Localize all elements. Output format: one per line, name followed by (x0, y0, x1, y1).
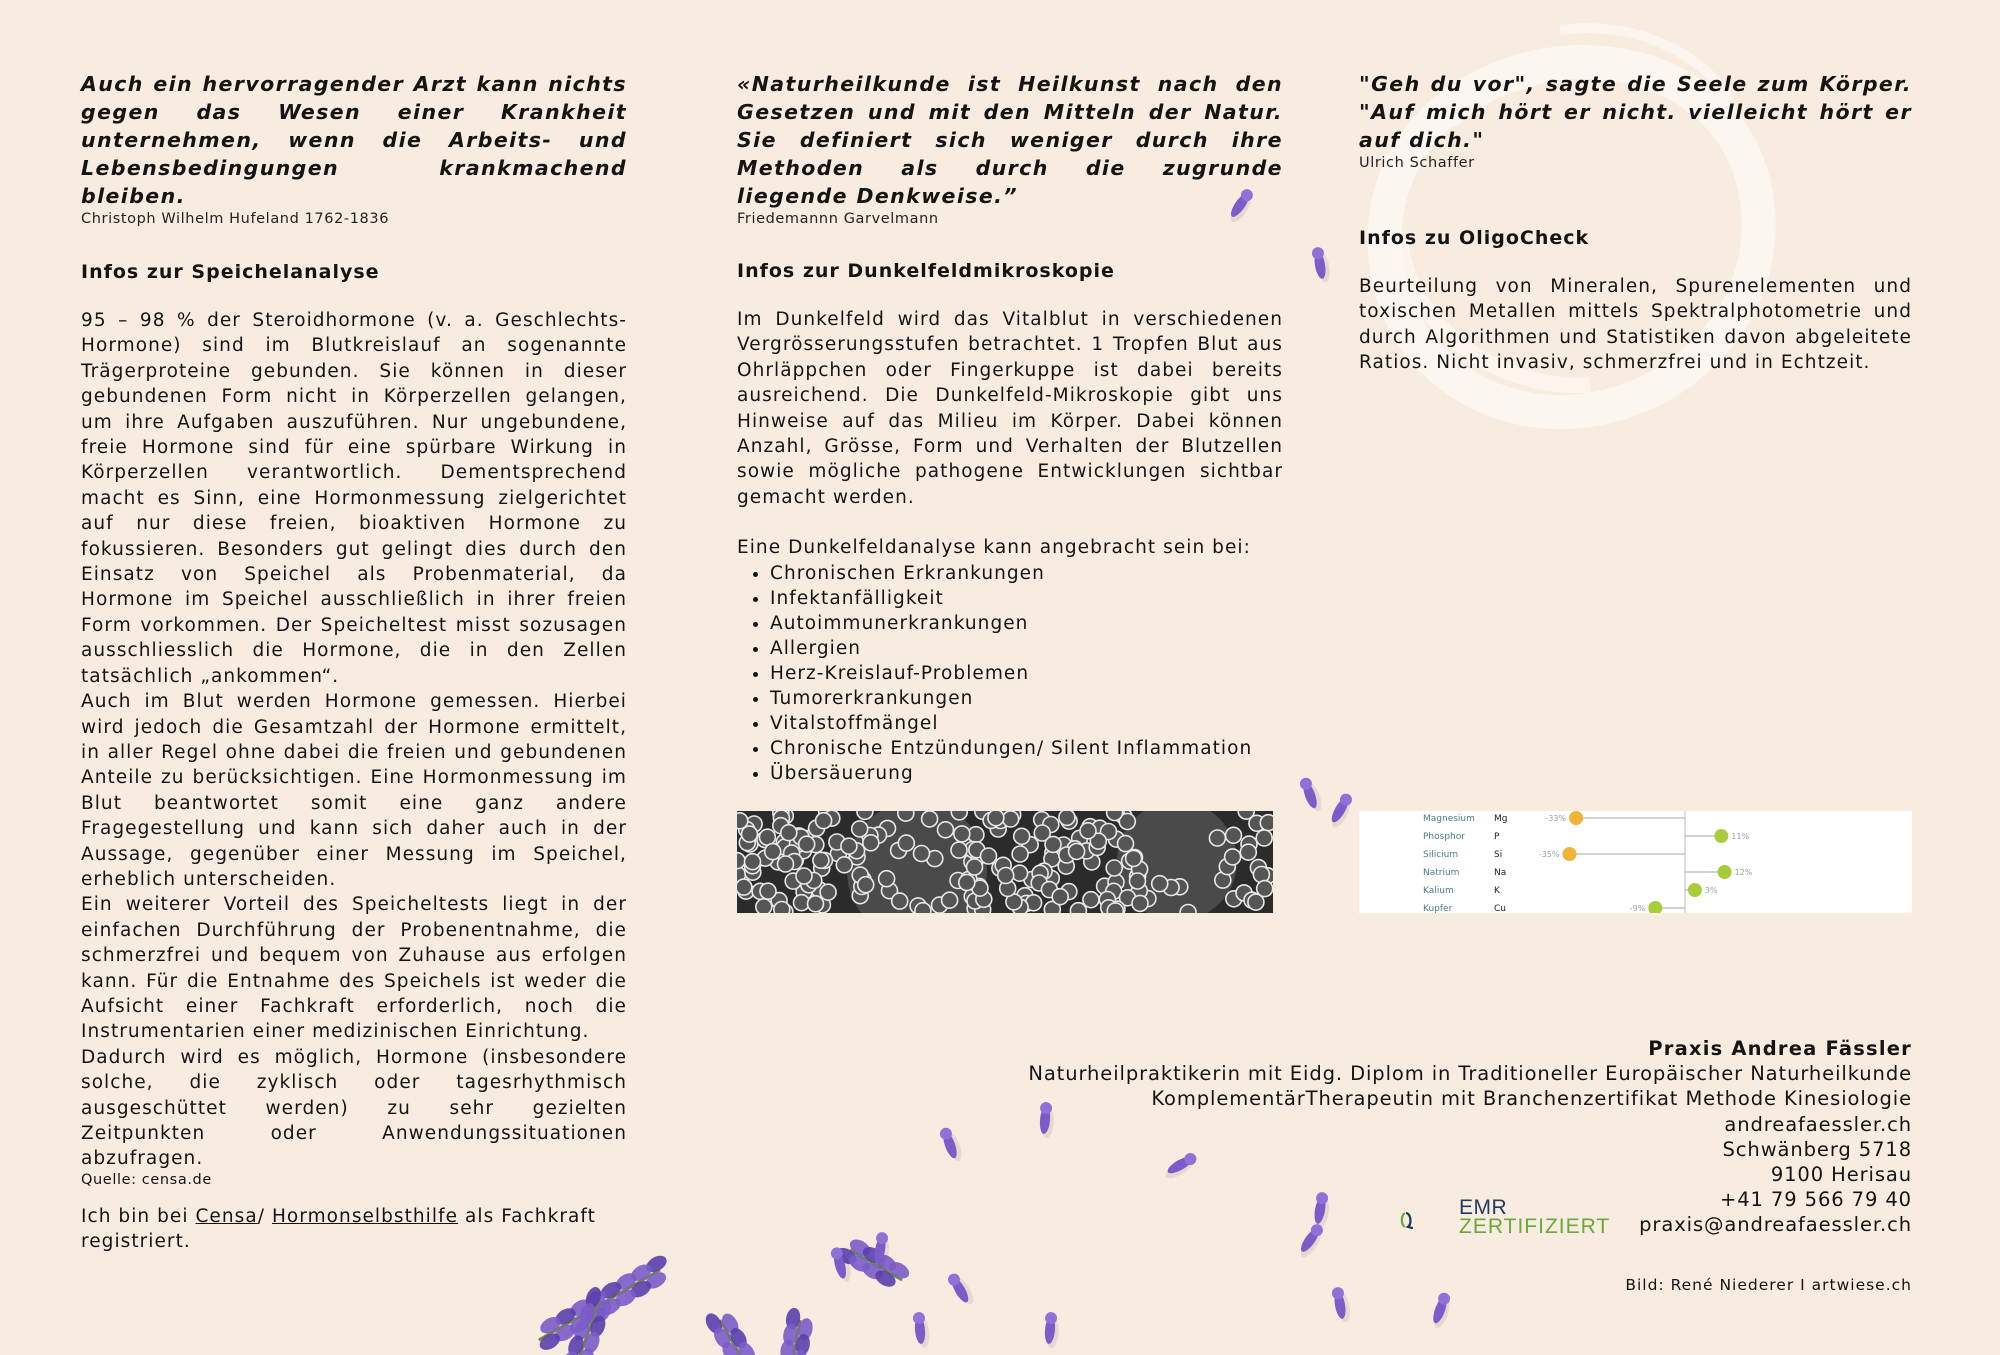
blood-cell (898, 835, 914, 851)
quote-schaffer: "Geh du vor", sagte die Seele zum Körper. "Auf mich hört er nicht. vielleicht hört er auf dich." (1359, 72, 1912, 152)
list-intro: Eine Dunkelfeldanalyse kann angebracht sein bei: (737, 537, 1251, 559)
petal (886, 1259, 912, 1282)
registration-prefix: Ich bin bei (81, 1205, 196, 1227)
value-label: -33% (1545, 814, 1567, 823)
blood-cell (774, 902, 790, 914)
lavender-petal-icon (871, 1231, 892, 1269)
list-item: • Autoimmunerkrankungen (770, 611, 1283, 636)
blood-cell (1045, 836, 1061, 852)
petal-shadow (1328, 798, 1353, 830)
registration-note (81, 1204, 627, 1255)
petal (613, 1270, 639, 1293)
petal-shadow (951, 1275, 976, 1307)
value-label: 12% (1734, 868, 1753, 877)
blood-cell (1257, 881, 1273, 897)
blood-cell (1225, 849, 1241, 865)
blood-cell (1260, 815, 1273, 831)
element-name: Natrium (1423, 868, 1460, 878)
blood-cell (820, 884, 836, 900)
qualification-2: KomplementärTherapeutin mit Branchenzertifikat Methode Kinesiologie (1151, 1087, 1912, 1111)
list-item: • Herz-Kreislauf-Problemen (770, 661, 1283, 686)
blood-cell (922, 811, 938, 827)
petal-shadow (1303, 781, 1325, 813)
petal-shadow (943, 1131, 965, 1163)
blood-cell (796, 868, 812, 884)
lavender-sprig-icon (833, 1232, 912, 1293)
stem (539, 1270, 660, 1340)
petal (643, 1252, 669, 1275)
petal (860, 1244, 886, 1267)
petal-shadow (874, 1238, 891, 1270)
petal (1301, 780, 1320, 810)
blood-cell (1238, 811, 1254, 819)
section-heading-oligocheck: Infos zu OligoCheck (1359, 227, 1590, 249)
blood-cell (942, 892, 958, 908)
petal (571, 1317, 592, 1342)
paragraph: Im Dunkelfeld wird das Vitalblut in verschiedenen Vergrösserungsstufen betrachtet. 1 Tropfen Blut aus Ohrläppchen oder Fingerkuppe ist dabei bereits ausreichend. Die Dunkelfeld-Mikroskopie gibt uns Hinweise auf das Milieu im Körper. Dabei können Anzahl, Grösse, Form und Verhalten der Blutzellen sowie mögliche pathogene Entwicklungen sichtbar gemacht werden. (737, 309, 1283, 508)
list-item: • Chronische Entzündungen/ Silent Inflammation (770, 736, 1283, 761)
petal (613, 1286, 639, 1309)
blood-cell (1012, 846, 1028, 862)
blood-cell (898, 811, 914, 821)
petal-shadow (1431, 1298, 1453, 1330)
petal-tip (1298, 776, 1313, 791)
blood-cell (1130, 873, 1146, 889)
quote-author: Ulrich Schaffer (1359, 155, 1475, 171)
practice-name: Praxis Andrea Fässler (1648, 1037, 1912, 1060)
quote-hufeland: Auch ein hervorragender Arzt kann nichts gegen das Wesen einer Krankheit unternehmen, wenn die Arbeits- und Lebensbedingungen krankmachend bleiben. (81, 72, 627, 208)
blood-cell (1253, 867, 1269, 883)
column-dunkelfeld (737, 70, 1283, 786)
petal (702, 1310, 725, 1336)
petal (791, 1349, 809, 1355)
element-name: Kalium (1423, 886, 1454, 896)
petal (872, 1267, 898, 1290)
petal-tip (830, 1246, 845, 1261)
petal (846, 1252, 872, 1275)
blood-cell (1209, 830, 1225, 846)
petal (794, 1333, 812, 1355)
lavender-petal-icon (912, 1311, 930, 1348)
value-dot (1563, 847, 1577, 861)
petal (1329, 795, 1352, 824)
petal (914, 1316, 926, 1345)
element-symbol: Cu (1494, 904, 1506, 913)
lavender-petal-icon (946, 1270, 977, 1309)
element-name: Kupfer (1423, 904, 1453, 913)
value-label: 11% (1731, 832, 1750, 841)
emr-logo-subtext: ZERTIFIZIERT (1459, 1215, 1611, 1238)
blood-cell (967, 859, 983, 875)
petal-tip (1436, 1291, 1451, 1306)
petal (565, 1333, 586, 1355)
blood-cell (959, 875, 975, 891)
email-link[interactable]: praxis@andreafaessler.ch (1639, 1213, 1912, 1237)
blood-cell (778, 856, 794, 872)
blood-cell (836, 857, 852, 873)
stem (559, 1300, 600, 1355)
blood-cell (938, 822, 954, 838)
value-label: -35% (1538, 850, 1560, 859)
list-item: • Vitalstoffmängel (770, 711, 1283, 736)
section-heading-speichelanalyse: Infos zur Speichelanalyse (81, 261, 380, 283)
blood-cell (988, 811, 1004, 826)
blood-cell (816, 813, 832, 829)
registration-separator: / (257, 1205, 272, 1227)
paragraph: 95 – 98 % der Steroidhormone (v. a. Geschlechts-Hormone) sind im Blutkreislauf an sogenannte Trägerproteine gebunden. Sie können in dieser gebundenen Form nicht in Körperzellen gelangen, um ihre Aufgaben auszuführen. Nur ungebundene, freie Hormone sind für eine spürbare Wirkung in Körperzellen verantwortlich. Dementsprechend macht es Sinn, eine Hormonmessung zielgerichtet auf nur diese freien, bioaktiven Hormone zu fokussieren. Besonders gut gelingt dies durch den Einsatz von Speichel als Probenmaterial, da Hormone im Speichel ausschließlich in ihrer freien Form vorkommen. Der Speicheltest misst sozusagen ausschliesslich die Hormone, die in den Zellen tatsächlich „ankommen“. (81, 310, 627, 687)
petal (719, 1339, 742, 1355)
petal-tip (1331, 1286, 1345, 1300)
blood-cell (1132, 895, 1148, 911)
lavender-petal-icon (1298, 775, 1324, 814)
registration-suffix: als Fachkraft registriert. (81, 1205, 596, 1253)
petal (735, 1340, 758, 1355)
petal (576, 1346, 597, 1355)
petal-shadow (1315, 252, 1332, 284)
quote-garvelmann: «Naturheilkunde ist Heilkunst nach den Gesetzen und mit den Mitteln der Natur. Sie definiert sich weniger durch ihre Methoden als durch die zugrunde liegende Denkweise.” (737, 72, 1283, 208)
lavender-petal-icon (1331, 1286, 1352, 1324)
blood-cell (858, 877, 874, 893)
petal (583, 1287, 609, 1310)
petal (1313, 250, 1328, 279)
blood-cells-image (737, 811, 1273, 913)
column-oligocheck (1359, 70, 1912, 376)
section-heading-dunkelfeld: Infos zur Dunkelfeldmikroskopie (737, 260, 1115, 282)
website-link[interactable]: andreafaessler.ch (1724, 1112, 1912, 1136)
list-item: • Allergien (770, 636, 1283, 661)
blood-cell (1070, 903, 1086, 913)
petal (560, 1349, 581, 1355)
petal-tip (875, 1231, 889, 1245)
petal (1333, 1290, 1348, 1319)
blood-cell (915, 903, 931, 913)
petal-tip (912, 1312, 925, 1325)
blood-cell (1107, 903, 1123, 913)
lavender-petal-icon (938, 1125, 964, 1164)
blood-cell (857, 811, 873, 819)
petal (587, 1314, 608, 1339)
petal (1044, 1316, 1056, 1345)
petal-tip (946, 1271, 962, 1287)
list-item: • Infektanfälligkeit (770, 586, 1283, 611)
stem (850, 1250, 902, 1280)
paragraph: Ein weiterer Vorteil des Speicheltests liegt in der einfachen Durchführung der Probenentnahme, die schmerzfrei und bequem von Zuhause aus erfolgen kann. Für die Entnahme des Speichels ist weder die Aufsicht einer Fachkraft erforderlich, noch die Instrumentarien einer medizinischen Einrichtung. (81, 894, 627, 1043)
value-dot (1714, 829, 1728, 843)
lavender-petal-icon (1311, 246, 1332, 284)
petal (583, 1285, 604, 1310)
blood-cell (951, 811, 967, 820)
value-label: -9% (1629, 904, 1646, 913)
blood-cell (954, 826, 970, 842)
blood-cell (1059, 811, 1075, 825)
lavender-petal-icon (1042, 1312, 1060, 1349)
list-item: • Übersäuerung (770, 761, 1283, 786)
lavender-sprig-icon (530, 1252, 677, 1353)
petal (719, 1311, 742, 1337)
petal (949, 1275, 972, 1304)
blood-cell (756, 899, 772, 913)
blood-cell (998, 868, 1014, 884)
blood-cell (1069, 843, 1085, 859)
source-note: Quelle: censa.de (81, 1171, 212, 1188)
petal (567, 1313, 593, 1336)
lavender-sprig-icon (545, 1285, 617, 1355)
censa-link[interactable]: Censa (195, 1205, 258, 1227)
petal (577, 1301, 598, 1326)
element-symbol: Si (1494, 850, 1503, 860)
element-symbol: Mg (1494, 814, 1508, 824)
lavender-petal-icon (1326, 791, 1357, 830)
petal-shadow (834, 1251, 853, 1283)
petal-shadow (916, 1317, 931, 1348)
element-name: Magnesium (1423, 814, 1475, 824)
blood-cell (1226, 827, 1242, 843)
petal-shadow (1045, 1318, 1060, 1349)
petal-tip (1045, 1312, 1058, 1325)
petal (873, 1251, 899, 1274)
lavender-sprig-icon (772, 1307, 816, 1355)
petal (833, 1245, 859, 1268)
petal (643, 1269, 669, 1292)
element-name: Phosphor (1423, 832, 1465, 842)
qualification-1: Naturheilpraktikerin mit Eidg. Diplom in Traditioneller Europäischer Naturheilkunde (1028, 1062, 1912, 1086)
hormonselbsthilfe-link[interactable]: Hormonselbsthilfe (271, 1205, 459, 1227)
blood-cell (1014, 828, 1030, 844)
element-symbol: K (1494, 886, 1500, 896)
phone-number[interactable]: +41 79 566 79 40 (1719, 1188, 1912, 1212)
stem (786, 1320, 800, 1355)
petal (552, 1321, 578, 1344)
blood-cell (813, 852, 829, 868)
blood-cell (852, 821, 868, 837)
blood-cell (781, 825, 797, 841)
petal (1431, 1295, 1450, 1325)
darkfield-microscopy-image (737, 811, 1273, 913)
petal (553, 1305, 579, 1328)
blood-cell (765, 844, 781, 860)
petal-shadow (1335, 1292, 1352, 1324)
petal (779, 1338, 797, 1355)
blood-cell (808, 896, 824, 912)
oligocheck-chart-image (1359, 811, 1912, 913)
petal (593, 1298, 614, 1323)
blood-cell (1126, 850, 1142, 866)
quote-author: Christoph Wilhelm Hufeland 1762-1836 (81, 211, 390, 227)
blood-cell (1106, 860, 1122, 876)
petal (784, 1307, 802, 1331)
blood-cell (892, 893, 908, 909)
petal (537, 1330, 563, 1353)
list-item: • Chronischen Erkrankungen (770, 561, 1283, 586)
element-name: Silicium (1423, 850, 1459, 860)
value-dot (1718, 865, 1732, 879)
oligocheck-chart (1359, 811, 1912, 913)
blood-cell (760, 883, 776, 899)
blood-cell (1052, 889, 1068, 905)
image-credit: Bild: René Niederer I artwiese.ch (1625, 1276, 1912, 1294)
blood-cell (863, 835, 879, 851)
blood-cell (841, 838, 857, 854)
blood-cell (1240, 844, 1256, 860)
lavender-petal-icon (1428, 1291, 1454, 1330)
blood-cell (1256, 830, 1272, 846)
petal-tip (1338, 791, 1354, 807)
paragraph: Beurteilung von Mineralen, Spurenelementen und toxischen Metallen mittels Spektralphotometrie und durch Algorithmen und Statistiken davon abgeleitete Ratios. Nicht invasiv, schmerzfrei und in Echtzeit. (1359, 276, 1912, 374)
blood-cell (1080, 823, 1096, 839)
petal (782, 1322, 800, 1346)
blood-cell (737, 813, 748, 829)
stem (720, 1320, 770, 1355)
emr-logo-icon (1400, 1192, 1460, 1248)
blood-cell (1152, 876, 1168, 892)
blood-cell (737, 879, 752, 895)
paragraph: Auch im Blut werden Hormone gemessen. Hierbei wird jedoch die Gesamtzahl der Hormone ermittelt, in aller Regel ohne dabei die freien und gebundenen Anteile zu berücksichtigen. Eine Hormonmessung im Blut beantwortet somit eine ganz andere Fragegestellung und kann sich daher auch in der Aussage, gegenüber einer Messung im Speichel, erheblich unterscheiden. (81, 691, 627, 890)
petal (628, 1278, 654, 1301)
element-symbol: Na (1494, 868, 1507, 878)
lavender-petal-icon (830, 1245, 854, 1284)
blood-cell (914, 846, 930, 862)
petal (727, 1325, 750, 1351)
blood-cell (951, 842, 967, 858)
paragraph: Dadurch wird es möglich, Hormone (insbesondere solche, die zyklisch oder tagesrhythmisch ausgeschüttet werden) zu sehr gezielten Zeitpunkten oder Anwendungssituationen abzufragen. (81, 1046, 627, 1170)
blood-cell (799, 836, 815, 852)
petal (711, 1325, 734, 1351)
petal (797, 1317, 815, 1341)
blood-cell (745, 854, 761, 870)
petal (873, 1235, 888, 1264)
city-address: 9100 Herisau (1770, 1163, 1912, 1187)
blood-cell (1107, 811, 1123, 821)
blood-cell (1118, 836, 1134, 852)
street-address: Schwänberg 5718 (1722, 1137, 1912, 1161)
value-label: 3% (1704, 886, 1718, 895)
petal (582, 1304, 608, 1327)
blood-cell (1180, 905, 1196, 914)
petal (859, 1260, 885, 1283)
petal (598, 1279, 624, 1302)
blood-cell (879, 871, 895, 887)
petal (628, 1261, 654, 1284)
indication-list (737, 561, 1283, 786)
quote-author: Friedemannn Garvelmann (737, 211, 939, 227)
list-item: • Tumorerkrankungen (770, 686, 1283, 711)
petal (568, 1296, 594, 1319)
petal (941, 1130, 960, 1160)
petal (847, 1236, 873, 1259)
petal (537, 1314, 563, 1337)
petal (582, 1330, 603, 1355)
emr-logo-text: EMR (1459, 1196, 1508, 1219)
lavender-sprig-icon (702, 1303, 783, 1355)
value-dot (1688, 883, 1702, 897)
blood-cell (759, 829, 775, 845)
petal (832, 1250, 849, 1280)
value-dot (1648, 901, 1662, 913)
blood-cell (981, 848, 997, 864)
element-symbol: P (1494, 832, 1500, 842)
column-speichelanalyse (81, 70, 627, 1255)
petal-tip (938, 1126, 953, 1141)
value-dot (1569, 811, 1583, 825)
petal (597, 1295, 623, 1318)
petal-tip (1311, 246, 1325, 260)
blood-cell (1003, 811, 1019, 827)
